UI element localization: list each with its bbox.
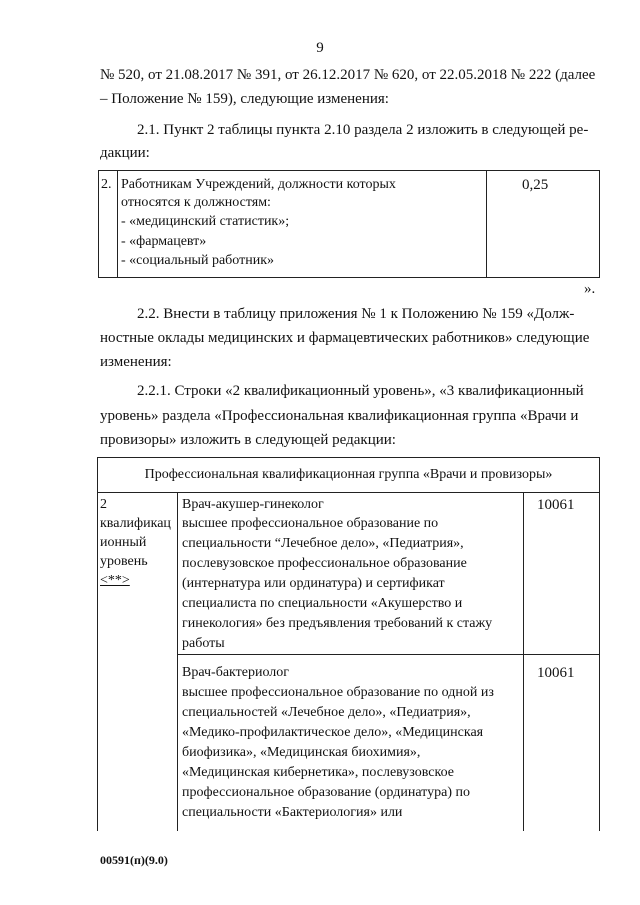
table1-value: 0,25 [522,177,549,193]
page-number: 9 [316,40,324,56]
para-2-1-line-1: 2.1. Пункт 2 таблицы пункта 2.10 раздела 2 изложить в следующей ре- [137,122,589,138]
row2-line-8: специальности «Бактериология» или [182,805,403,820]
para-2-2-1-line-3: провизоры» изложить в следующей редакции: [100,432,396,448]
row2-line-6: «Медицинская кибернетика», послевузовское [182,765,454,780]
level-line-3: ионный [100,535,147,550]
row1-line-7: гинекология» без предъявления требований к стажу [182,616,493,631]
para-2-2-line-3: изменения: [100,354,172,370]
column-divider [177,493,178,831]
row2-line-3: специальностей «Лечебное дело», «Педиатрия», [182,705,471,720]
table1-line-1: Работникам Учреждений, должности которых [121,177,396,192]
row2-line-2: высшее профессиональное образование по одной из [182,685,494,700]
row2-line-7: профессиональное образование (ординатура) по [182,785,470,800]
row1-line-2: высшее профессиональное образование по [182,516,439,531]
row1-line-8: работы [182,636,225,651]
para-2-2-line-2: ностные оклады медицинских и фармацевтических работников» следующие [100,330,590,346]
table1-line-3: - «медицинский статистик»; [121,214,290,229]
row-divider [178,654,599,655]
row2-line-4: «Медико-профилактическое дело», «Медицинская [182,725,484,740]
intro-line-2: – Положение № 159), следующие изменения: [100,91,389,107]
table1-line-2: относятся к должностям: [121,195,271,210]
table1-closing-quote: ». [584,281,596,297]
level-line-4: уровень [100,554,148,569]
level-line-2: квалификац [100,516,171,531]
para-2-2-1-line-1: 2.2.1. Строки «2 квалификационный уровень», «3 квалификационный [137,383,584,399]
footnote-link[interactable]: <**> [100,573,130,588]
para-2-2-line-1: 2.2. Внести в таблицу приложения № 1 к Положению № 159 «Долж- [137,306,575,322]
row1-line-6: специалиста по специальности «Акушерство и [182,596,463,611]
row2-salary: 10061 [537,665,575,681]
column-divider [523,493,524,831]
row1-line-5: (интернатура или ординатура) и сертификат [182,576,445,591]
row1-line-3: специальности “Лечебное дело», «Педиатрия», [182,536,464,551]
table1-line-5: - «социальный работник» [121,253,275,268]
row2-line-5: биофизика», «Медицинская биохимия», [182,745,421,760]
level-line-1: 2 [100,497,107,512]
table1-line-4: - «фармацевт» [121,234,207,249]
row1-line-4: послевузовское профессиональное образование [182,556,467,571]
row1-salary: 10061 [537,497,575,513]
table1-row-number: 2. [101,177,112,192]
para-2-2-1-line-2: уровень» раздела «Профессиональная квалификационная группа «Врачи и [100,408,579,424]
qualification-table-header: Профессиональная квалификационная группа «Врачи и провизоры» [98,458,599,493]
row2-line-1: Врач-бактериолог [182,665,290,680]
para-2-1-line-2: дакции: [100,145,150,161]
document-code: 00591(п)(9.0) [100,853,168,867]
row1-line-1: Врач-акушер-гинеколог [182,497,324,512]
intro-line-1: № 520, от 21.08.2017 № 391, от 26.12.2017 № 620, от 22.05.2018 № 222 (далее [100,67,596,83]
